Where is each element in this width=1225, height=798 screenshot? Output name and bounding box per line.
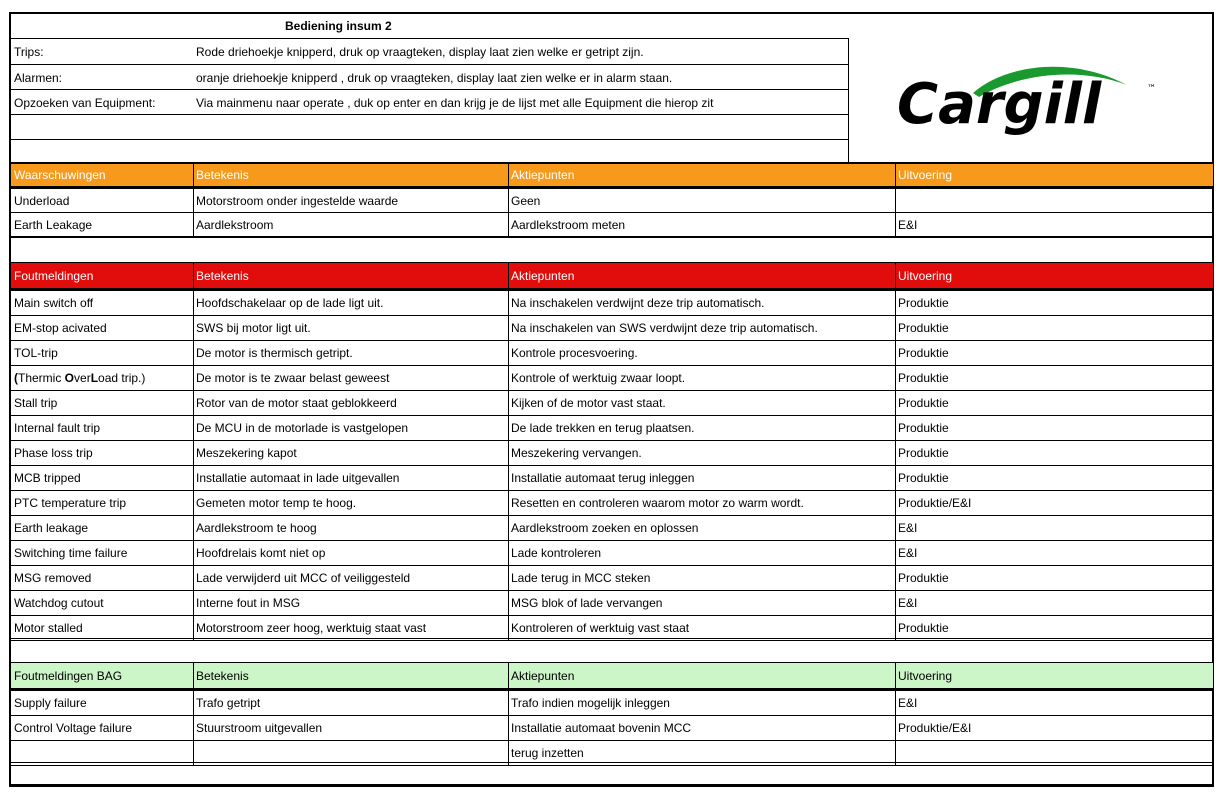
table-cell: E&I — [898, 546, 918, 560]
table-cell: Hoofdschakelaar op de lade ligt uit. — [196, 296, 384, 310]
table-cell: E&I — [898, 521, 918, 535]
table-cell: Trafo indien mogelijk inleggen — [511, 696, 670, 710]
table-cell: Produktie — [898, 421, 949, 435]
table-cell: De lade trekken en terug plaatsen. — [511, 421, 695, 435]
table-cell: De MCU in de motorlade is vastgelopen — [196, 421, 409, 435]
table-cell: Na inschakelen verdwijnt deze trip automatisch. — [511, 296, 765, 310]
table-cell: Produktie — [898, 446, 949, 460]
table-cell: Produktie — [898, 371, 949, 385]
section-header-fault — [11, 263, 1213, 288]
table-cell: Produktie — [898, 321, 949, 335]
info-label: Trips: — [14, 45, 44, 59]
info-row-line — [11, 64, 849, 65]
table-cell: MCB tripped — [14, 471, 81, 485]
table-cell: Interne fout in MSG — [196, 596, 301, 610]
table-cell: Aardlekstroom te hoog — [196, 521, 317, 535]
table-cell: Installatie automaat in lade uitgevallen — [196, 471, 400, 485]
table-cell: Produktie — [898, 471, 949, 485]
table-cell: Kontrole of werktuig zwaar loopt. — [511, 371, 686, 385]
table-cell: De motor is te zwaar belast geweest — [196, 371, 390, 385]
info-logo-divider — [848, 38, 849, 162]
table-cell: Installatie automaat bovenin MCC — [511, 721, 692, 735]
table-cell: MSG removed — [14, 571, 92, 585]
section-header-rule — [11, 688, 1213, 691]
table-cell: Na inschakelen van SWS verdwijnt deze trip automatisch. — [511, 321, 818, 335]
table-row-line — [11, 415, 1213, 416]
column-header: Betekenis — [196, 269, 249, 283]
table-cell: Kontroleren of werktuig vast staat — [511, 621, 690, 635]
column-header: Foutmeldingen — [14, 269, 94, 283]
table-row-line — [11, 540, 1213, 541]
table-row-line — [11, 638, 1213, 639]
table-cell: Produktie/E&I — [898, 721, 972, 735]
info-label: Opzoeken van Equipment: — [14, 96, 156, 110]
column-header: Waarschuwingen — [14, 168, 106, 182]
table-cell: Stall trip — [14, 396, 58, 410]
table-cell: MSG blok of lade vervangen — [511, 596, 663, 610]
info-text: Rode driehoekje knipperd, druk op vraagteken, display laat zien welke er getript zijn. — [196, 45, 644, 59]
logo-wordmark: Cargill — [897, 72, 1102, 137]
table-row-line — [11, 440, 1213, 441]
table-cell: EM-stop acivated — [14, 321, 107, 335]
table-cell: PTC temperature trip — [14, 496, 127, 510]
table-cell: Phase loss trip — [14, 446, 93, 460]
table-cell: Meszekering vervangen. — [511, 446, 642, 460]
table-row-line — [11, 715, 1213, 716]
table-cell: Supply failure — [14, 696, 87, 710]
table-cell: Resetten en controleren waarom motor zo warm wordt. — [511, 496, 804, 510]
table-cell: Internal fault trip — [14, 421, 101, 435]
column-header: Foutmeldingen BAG — [14, 669, 123, 683]
table-cell: TOL-trip — [14, 346, 58, 360]
info-row-line — [11, 89, 849, 90]
table-row-line — [11, 615, 1213, 616]
section-top-line — [11, 262, 1213, 263]
table-cell: Produktie — [898, 296, 949, 310]
table-cell: De motor is thermisch getript. — [196, 346, 353, 360]
column-header: Betekenis — [196, 168, 249, 182]
table-cell: Motorstroom onder ingestelde waarde — [196, 194, 399, 208]
table-row-line — [11, 515, 1213, 516]
info-row-line — [11, 139, 849, 140]
column-divider — [193, 663, 194, 766]
table-row-line — [11, 390, 1213, 391]
table-cell: Hoofdrelais komt niet op — [196, 546, 326, 560]
table-row-line — [11, 765, 1213, 766]
table-cell: E&I — [898, 218, 918, 232]
table-cell: Lade verwijderd uit MCC of veiliggesteld — [196, 571, 411, 585]
column-divider — [895, 164, 896, 237]
section-header-bag — [11, 663, 1213, 688]
section-header-rule — [11, 186, 1213, 189]
info-row-line — [11, 114, 849, 115]
table-row-line — [11, 237, 1213, 238]
page-title: Bediening insum 2 — [285, 19, 392, 33]
info-text: oranje driehoekje knipperd , druk op vraagteken, display laat zien welke er in alarm staan. — [196, 71, 673, 85]
column-header: Aktiepunten — [511, 269, 575, 283]
table-cell: Stuurstroom uitgevallen — [196, 721, 323, 735]
table-cell: Produktie/E&I — [898, 496, 972, 510]
column-header: Aktiepunten — [511, 669, 575, 683]
table-cell: Earth leakage — [14, 521, 89, 535]
column-divider — [508, 164, 509, 237]
table-row-line — [11, 490, 1213, 491]
table-cell: E&I — [898, 596, 918, 610]
table-cell: Motorstroom zeer hoog, werktuig staat vast — [196, 621, 427, 635]
column-header: Aktiepunten — [511, 168, 575, 182]
table-row-line — [11, 212, 1213, 213]
table-row-line — [11, 640, 1213, 641]
table-cell: Main switch off — [14, 296, 94, 310]
column-divider — [193, 263, 194, 641]
logo-trademark: ™ — [1147, 84, 1156, 94]
table-cell: Rotor van de motor staat geblokkeerd — [196, 396, 397, 410]
info-text: Via mainmenu naar operate , duk op enter en dan krijg je de lijst met alle Equipment die hierop zit — [196, 96, 714, 110]
table-row-line — [11, 465, 1213, 466]
table-cell: Trafo getript — [196, 696, 261, 710]
table-row-line — [11, 565, 1213, 566]
table-cell: Kijken of de motor vast staat. — [511, 396, 666, 410]
section-header-rule — [11, 288, 1213, 291]
column-divider — [508, 263, 509, 641]
table-cell-continued: terug inzetten — [511, 746, 584, 760]
table-row-line — [11, 740, 1213, 741]
table-cell: Control Voltage failure — [14, 721, 133, 735]
table-row-line — [11, 662, 1213, 663]
table-cell: Installatie automaat terug inleggen — [511, 471, 695, 485]
table-row-line — [11, 762, 1213, 763]
table-cell: Gemeten motor temp te hoog. — [196, 496, 357, 510]
table-cell: Geen — [511, 194, 541, 208]
table-row-line — [11, 315, 1213, 316]
table-row-line — [11, 365, 1213, 366]
table-cell: Produktie — [898, 396, 949, 410]
table-cell: Aardlekstroom — [196, 218, 274, 232]
table-cell: Lade kontroleren — [511, 546, 602, 560]
column-header: Uitvoering — [898, 168, 953, 182]
column-header: Uitvoering — [898, 669, 953, 683]
table-cell: Watchdog cutout — [14, 596, 104, 610]
table-cell: (Thermic OverLoad trip.) — [14, 371, 146, 385]
column-divider — [193, 164, 194, 237]
table-cell: Aardlekstroom meten — [511, 218, 626, 232]
table-row-line — [11, 590, 1213, 591]
column-divider — [895, 663, 896, 766]
table-cell: Aardlekstroom zoeken en oplossen — [511, 521, 699, 535]
table-cell: Produktie — [898, 571, 949, 585]
table-cell: Underload — [14, 194, 70, 208]
info-label: Alarmen: — [14, 71, 63, 85]
table-cell: Motor stalled — [14, 621, 83, 635]
table-cell: Meszekering kapot — [196, 446, 297, 460]
info-row-line — [11, 38, 849, 39]
column-header: Uitvoering — [898, 269, 953, 283]
table-cell: Lade terug in MCC steken — [511, 571, 651, 585]
table-cell: Switching time failure — [14, 546, 128, 560]
table-cell: Kontrole procesvoering. — [511, 346, 638, 360]
section-header-warn — [11, 164, 1213, 186]
table-cell: E&I — [898, 696, 918, 710]
column-divider — [508, 663, 509, 766]
table-cell: SWS bij motor ligt uit. — [196, 321, 311, 335]
table-cell: Produktie — [898, 346, 949, 360]
cargill-logo — [895, 55, 1165, 145]
section-top-line — [11, 163, 1213, 164]
table-cell: Earth Leakage — [14, 218, 93, 232]
column-header: Betekenis — [196, 669, 249, 683]
cargill-logo-icon — [895, 55, 1165, 145]
column-divider — [895, 263, 896, 641]
table-cell: Produktie — [898, 621, 949, 635]
table-row-line — [11, 340, 1213, 341]
